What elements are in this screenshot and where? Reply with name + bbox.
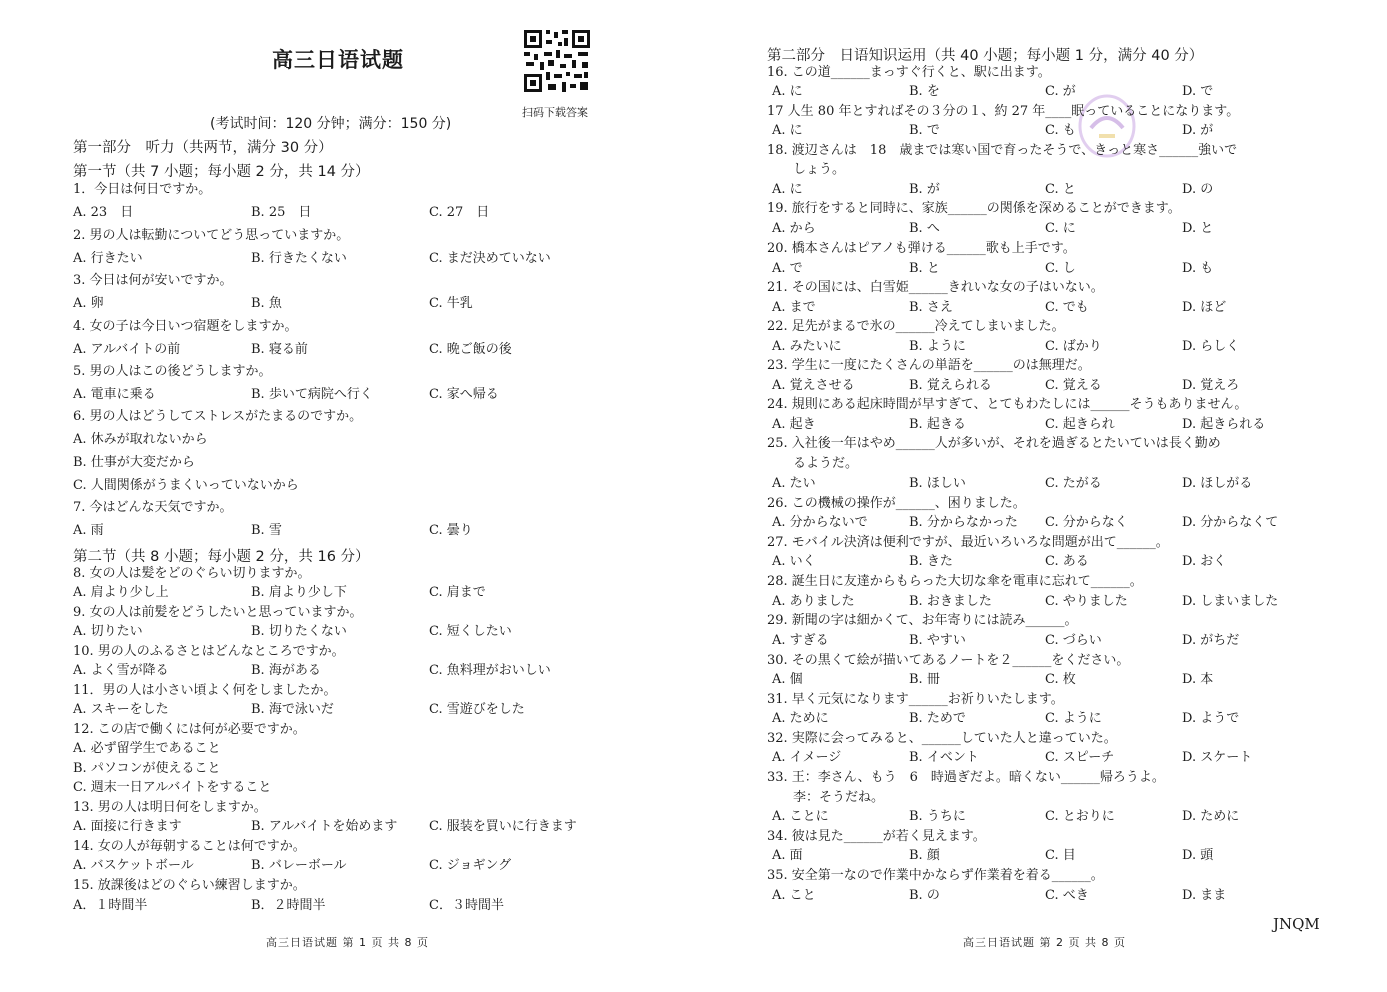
answer-option: A. たい — [772, 476, 816, 491]
question-text: 3. 今日は何が安いですか。 — [73, 273, 233, 288]
answer-option: D. まま — [1182, 888, 1227, 903]
question-text: 8. 女の人は髪をどのぐらい切りますか。 — [73, 566, 311, 581]
answer-option: B. ためで — [909, 711, 966, 726]
answer-option: B. 冊 — [909, 672, 940, 687]
answer-option: A．１時間半 — [73, 898, 148, 913]
answer-option: D. スケート — [1182, 750, 1253, 765]
answer-option: C. と — [1045, 182, 1076, 197]
question-text: 18. 渡辺さんは 18 歳までは寒い国で育ったそうで、きっと寒さ______強いで — [767, 143, 1238, 158]
answer-option: C. 曇り — [429, 523, 473, 538]
question-text: 29. 新聞の字は細かくて、お年寄りには読み______。 — [767, 613, 1078, 628]
question-text: 19. 旅行をすると同時に、家族______の関係を深めることができます。 — [767, 201, 1181, 216]
answer-option: A. いく — [772, 554, 816, 569]
answer-option: C. し — [1045, 261, 1076, 276]
question-text: 22. 足先がまるで氷の______冷えてしまいました。 — [767, 319, 1065, 334]
answer-option: A. に — [772, 84, 803, 99]
answer-option: D. 覚えろ — [1182, 378, 1240, 393]
answer-option: B. 雪 — [251, 523, 282, 538]
answer-option: B. きた — [909, 554, 953, 569]
answer-option: B. 寝る前 — [251, 342, 308, 357]
answer-option: A. に — [772, 182, 803, 197]
answer-option: A. に — [772, 123, 803, 138]
answer-option: A. ありました — [772, 594, 855, 609]
answer-option: D. が — [1182, 123, 1214, 138]
question-text: 26. この機械の操作が______、困りました。 — [767, 496, 1026, 511]
question-text: 6. 男の人はどうしてストレスがたまるのですか。 — [73, 409, 363, 424]
answer-option: C. に — [1045, 221, 1076, 236]
answer-option: B. 25 日 — [251, 205, 312, 220]
page-footer: 高三日语试题 第 2 页 共 8 页 — [963, 936, 1126, 949]
answer-option: D. と — [1182, 221, 1214, 236]
question-text-continued: るようだ。 — [793, 456, 859, 471]
question-text: 16. この道______まっすぐ行くと、駅に出ます。 — [767, 65, 1051, 80]
answer-option: B. 切りたくない — [251, 624, 347, 639]
answer-option: B. と — [909, 261, 940, 276]
qr-code-icon — [522, 28, 592, 94]
answer-option: B. 仕事が大変だから — [73, 455, 195, 470]
answer-option: B. が — [909, 182, 940, 197]
answer-option: C. ジョギング — [429, 858, 512, 873]
answer-option: A. ことに — [772, 809, 829, 824]
answer-option: A. 切りたい — [73, 624, 143, 639]
answer-option: D. で — [1182, 84, 1214, 99]
answer-option: A. 雨 — [73, 523, 104, 538]
answer-option: C. が — [1045, 84, 1076, 99]
answer-option: C. ように — [1045, 711, 1102, 726]
answer-option: B. 海で泳いだ — [251, 702, 334, 717]
answer-option: C. 27 日 — [429, 205, 490, 220]
part2-heading: 第二部分 日语知识运用（共 40 小题；每小题 1 分，满分 40 分） — [767, 48, 1204, 64]
answer-option: C. 短くしたい — [429, 624, 512, 639]
page-title: 高三日语试题 — [272, 48, 404, 72]
part1-heading: 第一部分 听力（共两节，满分 30 分） — [73, 140, 333, 156]
question-text: 1．今日は何日ですか。 — [73, 182, 212, 197]
answer-option: A. よく雪が降る — [73, 663, 169, 678]
answer-option: B. バレーボール — [251, 858, 347, 873]
answer-option: A. 個 — [772, 672, 803, 687]
corner-mark: JNQM — [1273, 915, 1320, 933]
answer-option: B. うちに — [909, 809, 966, 824]
answer-option: B. 分からなかった — [909, 515, 1018, 530]
question-text: 2. 男の人は転勤についてどう思っていますか。 — [73, 228, 350, 243]
answer-option: B. で — [909, 123, 940, 138]
question-text: 15. 放課後はどのぐらい練習しますか。 — [73, 878, 306, 893]
answer-option: A. 面接に行きます — [73, 819, 182, 834]
answer-option: A. 覚えさせる — [772, 378, 855, 393]
answer-option: B. 覚えられる — [909, 378, 992, 393]
answer-option: C. 晩ご飯の後 — [429, 342, 512, 357]
question-text: 7. 今はどんな天気ですか。 — [73, 500, 233, 515]
answer-option: A. 卵 — [73, 296, 104, 311]
answer-option: A. 電車に乗る — [73, 387, 156, 402]
question-text: 13. 男の人は明日何をしますか。 — [73, 800, 267, 815]
answer-option: A. みたいに — [772, 339, 842, 354]
answer-option: C. べき — [1045, 888, 1089, 903]
answer-option: D. ほど — [1182, 300, 1227, 315]
answer-option: C. 牛乳 — [429, 296, 473, 311]
answer-option: A. アルバイトの前 — [73, 342, 181, 357]
answer-option: C. 家へ帰る — [429, 387, 499, 402]
answer-option: A. から — [772, 221, 816, 236]
answer-option: C. づらい — [1045, 633, 1102, 648]
answer-option: D. 起きられる — [1182, 417, 1266, 432]
question-text: 14. 女の人が毎朝することは何ですか。 — [73, 839, 306, 854]
question-text: 21. その国には、白雪姫______きれいな女の子はいない。 — [767, 280, 1104, 295]
answer-option: C. やりました — [1045, 594, 1128, 609]
answer-option: B. へ — [909, 221, 940, 236]
answer-option: B. おきました — [909, 594, 992, 609]
answer-option: C. 起きられ — [1045, 417, 1115, 432]
question-text-continued: しょう。 — [793, 162, 846, 177]
answer-option: D. らしく — [1182, 339, 1240, 354]
answer-option: B. ほしい — [909, 476, 966, 491]
answer-option: B. 魚 — [251, 296, 282, 311]
question-text: 35. 安全第一なので作業中かならず作業着を着る______。 — [767, 868, 1104, 883]
answer-option: B. やすい — [909, 633, 966, 648]
answer-option: A. すぎる — [772, 633, 829, 648]
answer-option: C. 目 — [1045, 848, 1076, 863]
answer-option: A. 23 日 — [73, 205, 134, 220]
question-text: 11．男の人は小さい頃よく何をしましたか。 — [73, 683, 337, 698]
question-text: 17 人生 80 年とすればその３分の１、約 27 年____眠っていることになります。 — [767, 104, 1240, 119]
qr-caption: 扫码下载答案 — [522, 106, 588, 119]
left-page — [0, 0, 693, 992]
answer-option: B. 顔 — [909, 848, 940, 863]
right-page — [693, 0, 1387, 992]
question-text: 30. その黒くて絵が描いてあるノートを２______をください。 — [767, 653, 1130, 668]
page-footer: 高三日语试题 第 1 页 共 8 页 — [266, 936, 429, 949]
answer-option: C. 魚料理がおいしい — [429, 663, 551, 678]
answer-option: A. 面 — [772, 848, 803, 863]
question-text: 24. 規則にある起床時間が早すぎて、とてもわたしには______そうもありません。 — [767, 397, 1248, 412]
answer-option: D. しまいました — [1182, 594, 1279, 609]
answer-option: D. ようで — [1182, 711, 1240, 726]
answer-option: C. 肩まで — [429, 585, 486, 600]
answer-option: C. 人間関係がうまくいっていないから — [73, 478, 299, 493]
answer-option: C. 分からなく — [1045, 515, 1128, 530]
answer-option: C. ばかり — [1045, 339, 1102, 354]
question-text-continued: 李：そうだね。 — [793, 790, 885, 805]
section1-heading: 第一节（共 7 小题；每小题 2 分，共 14 分） — [73, 164, 370, 180]
answer-option: B. ように — [909, 339, 966, 354]
answer-option: B. イベント — [909, 750, 979, 765]
answer-option: B. 歩いて病院へ行く — [251, 387, 373, 402]
question-text: 25. 入社後一年はやめ______人が多いが、それを過ぎるとたいていは長く勤め — [767, 436, 1221, 451]
answer-option: B. の — [909, 888, 940, 903]
question-text: 10. 男の人のふるさとはどんなところですか。 — [73, 644, 345, 659]
answer-option: C. 雪遊びをした — [429, 702, 525, 717]
answer-option: C. とおりに — [1045, 809, 1115, 824]
question-text: 20. 橋本さんはピアノも弾ける______歌も上手です。 — [767, 241, 1076, 256]
answer-option: C. 服装を買いに行きます — [429, 819, 577, 834]
answer-option: D. がちだ — [1182, 633, 1240, 648]
answer-option: C. たがる — [1045, 476, 1102, 491]
answer-option: A. 分からないで — [772, 515, 868, 530]
answer-option: A. 休みが取れないから — [73, 432, 208, 447]
answer-option: B. アルバイトを始めます — [251, 819, 398, 834]
question-text: 4. 女の子は今日いつ宿題をしますか。 — [73, 319, 298, 334]
answer-option: B．２時間半 — [251, 898, 326, 913]
question-text: 23. 学生に一度にたくさんの単語を______のは無理だ。 — [767, 358, 1091, 373]
answer-option: A. ために — [772, 711, 829, 726]
exam-info: (考试时间：120 分钟；满分：150 分) — [210, 116, 452, 132]
answer-option: D. も — [1182, 261, 1214, 276]
answer-option: C. 週末一日アルバイトをすること — [73, 780, 272, 795]
answer-option: A. バスケットボール — [73, 858, 194, 873]
answer-option: B. 肩より少し下 — [251, 585, 347, 600]
answer-option: C. スピーチ — [1045, 750, 1115, 765]
question-text: 12. この店で働くには何が必要ですか。 — [73, 722, 306, 737]
answer-option: A. スキーをした — [73, 702, 169, 717]
question-text: 9. 女の人は前髪をどうしたいと思っていますか。 — [73, 605, 363, 620]
answer-option: B. パソコンが使えること — [73, 761, 221, 776]
answer-option: C. でも — [1045, 300, 1089, 315]
answer-option: C. まだ決めていない — [429, 251, 551, 266]
answer-option: C. も — [1045, 123, 1076, 138]
section2-heading: 第二节（共 8 小题；每小题 2 分，共 16 分） — [73, 549, 370, 565]
answer-option: B. を — [909, 84, 940, 99]
question-text: 34. 彼は見た______が若く見えます。 — [767, 829, 986, 844]
question-text: 31. 早く元気になります______お祈りいたします。 — [767, 692, 1064, 707]
answer-option: D. 本 — [1182, 672, 1214, 687]
answer-option: A. まで — [772, 300, 816, 315]
answer-option: A. こと — [772, 888, 816, 903]
answer-option: A. 肩より少し上 — [73, 585, 169, 600]
answer-option: C. ある — [1045, 554, 1089, 569]
question-text: 5. 男の人はこの後どうしますか。 — [73, 364, 272, 379]
answer-option: B. 行きたくない — [251, 251, 347, 266]
answer-option: C. 覚える — [1045, 378, 1102, 393]
answer-option: D. ために — [1182, 809, 1240, 824]
answer-option: A. 必ず留学生であること — [73, 741, 221, 756]
question-text: 32. 実際に会ってみると、______していた人と違っていた。 — [767, 731, 1117, 746]
question-text: 28. 誕生日に友達からもらった大切な傘を電車に忘れて______。 — [767, 574, 1143, 589]
answer-option: C. 枚 — [1045, 672, 1076, 687]
answer-option: D. の — [1182, 182, 1214, 197]
answer-option: A. で — [772, 261, 803, 276]
answer-option: D. 頭 — [1182, 848, 1214, 863]
answer-option: A. 行きたい — [73, 251, 143, 266]
question-text: 33. 王：李さん、もう 6 時過ぎだよ。暗くない______帰ろうよ。 — [767, 770, 1165, 785]
answer-option: B. 海がある — [251, 663, 321, 678]
answer-option: B. 起きる — [909, 417, 966, 432]
answer-option: B. さえ — [909, 300, 953, 315]
answer-option: D. ほしがる — [1182, 476, 1253, 491]
answer-option: D. 分からなくて — [1182, 515, 1279, 530]
answer-option: A. 起き — [772, 417, 816, 432]
question-text: 27. モバイル決済は便利ですが、最近いろいろな問題が出て______。 — [767, 535, 1169, 550]
answer-option: A. イメージ — [772, 750, 842, 765]
answer-option: C．３時間半 — [429, 898, 504, 913]
answer-option: D. おく — [1182, 554, 1227, 569]
